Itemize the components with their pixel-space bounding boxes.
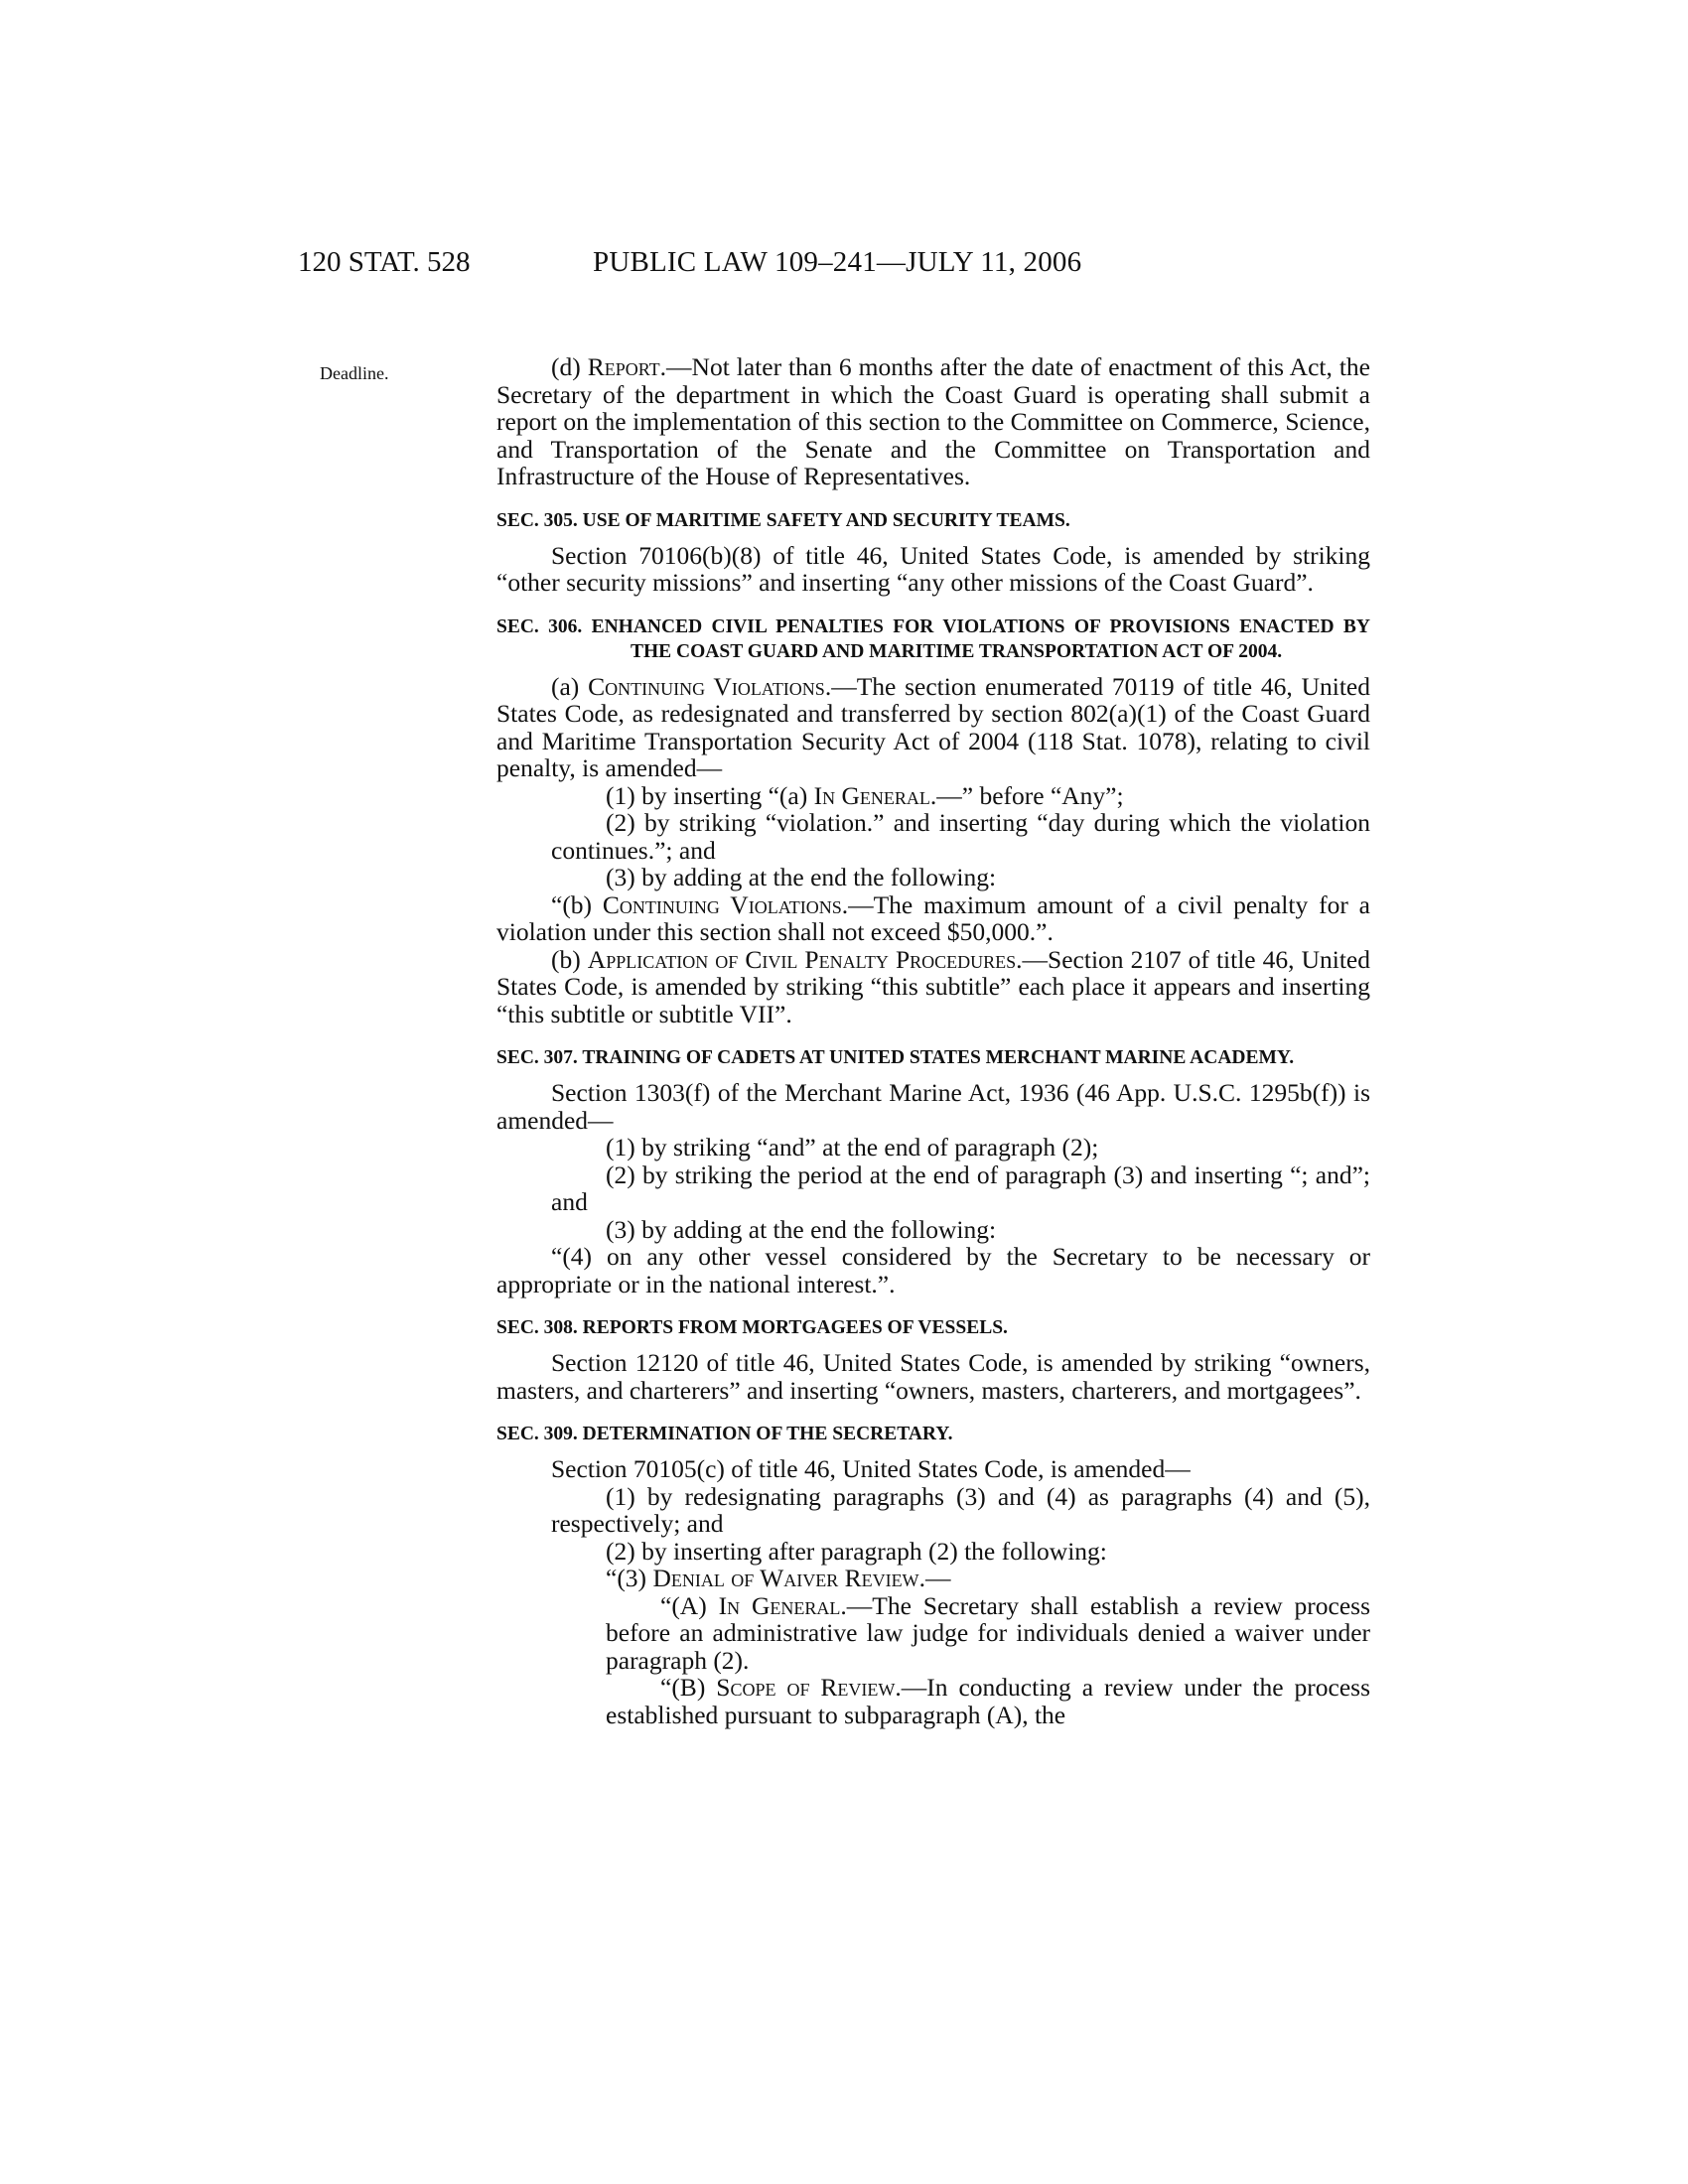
sec-307-quoted-4: “(4) on any other vessel considered by the Secretary to be necessary or appropriate or in the national interest.”. — [496, 1242, 1370, 1298]
sec-308-heading: SEC. 308. REPORTS FROM MORTGAGEES OF VESSELS. — [496, 1317, 1008, 1338]
sec-307-heading: SEC. 307. TRAINING OF CADETS AT UNITED STATES MERCHANT MARINE ACADEMY. — [496, 1047, 1295, 1068]
sec-307-paragraph-1: (1) by striking “and” at the end of paragraph (2); — [606, 1133, 1099, 1161]
sec-307-paragraph-3: (3) by adding at the end the following: — [606, 1214, 997, 1244]
subsection-d-report — [496, 353, 1370, 490]
sec-306-p1-smallcaps: In General — [813, 780, 930, 810]
document-body — [496, 353, 1370, 1728]
sec-309-qa-heading: In General — [718, 1590, 841, 1620]
sec-306-a-text: .—The section enumerated 70119 of title 46, United States Code, as redesignated and transferred by section 802(a)(1) of the Coast Guard and Maritime Transportation Security Act of 2004 (118 Stat. 1078), relating to civil penalty, is amended— — [496, 671, 1370, 782]
sec-309-qa-lead: “(A) — [660, 1590, 719, 1620]
sec-309-q3-lead: “(3) — [606, 1564, 653, 1592]
sec-306-b-heading: Application of Civil Penalty Procedures — [587, 944, 1017, 974]
sec-309-intro: Section 70105(c) of title 46, United States Code, is amended— — [551, 1454, 1191, 1483]
subsection-d-lead: (d) — [551, 352, 588, 381]
sec-305-text: Section 70106(b)(8) of title 46, United States Code, is amended by striking “other security missions” and inserting “any other missions of the Coast Guard”. — [496, 540, 1370, 597]
sec-309-qa-text: .—The Secretary shall establish a review process before an administrative law judge for individuals denied a waiver under paragraph (2). — [606, 1590, 1370, 1675]
sec-308-text: Section 12120 of title 46, United States Code, is amended by striking “owners, masters, and charterers” and inserting “owners, masters, charterers, and mortgagees”. — [496, 1348, 1370, 1405]
sec-309-q3-post: .— — [918, 1564, 951, 1592]
sec-309-qb-lead: “(B) — [660, 1673, 717, 1702]
sec-309-heading: SEC. 309. DETERMINATION OF THE SECRETARY. — [496, 1424, 953, 1444]
subsection-d-text: .—Not later than 6 months after the date of enactment of this Act, the Secretary of the department in which the Coast Guard is operating shall submit a report on the implementation of this section to the Committee on Commerce, Science, and Transportation of the Senate and the Committee on Transportation and Infrastructure of the House of Representatives. — [496, 352, 1370, 490]
sec-309-q3-heading: Denial of Waiver Review — [652, 1564, 919, 1592]
sec-306-b-text: .—Section 2107 of title 46, United States Code, is amended by striking “this subtitle” each place it appears and inserting “this subtitle or subtitle VII”. — [496, 944, 1371, 1028]
margin-note-deadline: Deadline. — [320, 363, 389, 383]
sec-306-a-heading: Continuing Violations — [588, 671, 825, 701]
sec-306-qb-heading: Continuing Violations — [602, 889, 842, 919]
sec-306-p1-post: .—” before “Any”; — [929, 780, 1124, 810]
sec-309-paragraph-2: (2) by inserting after paragraph (2) the following: — [606, 1536, 1107, 1566]
sec-306-quoted-b — [496, 891, 1370, 946]
subsection-d-heading: Report — [587, 352, 660, 381]
sec-309-qb-text: .—In conducting a review under the process established pursuant to subparagraph (A), the — [606, 1673, 1371, 1729]
sec-306-qb-text: .—The maximum amount of a civil penalty for a violation under this section shall not exceed $50,000.”. — [496, 889, 1370, 946]
sec-306-p1-pre: (1) by inserting “(a) — [606, 780, 814, 810]
sec-306-subsection-b — [496, 946, 1370, 1028]
sec-309-paragraph-1: (1) by redesignating paragraphs (3) and (4) as paragraphs (4) and (5), respectively; and — [551, 1481, 1370, 1538]
sec-306-paragraph-1 — [496, 782, 1370, 810]
sec-306-b-lead: (b) — [551, 944, 588, 974]
sec-306-subsection-a — [496, 673, 1370, 782]
sec-309-quoted-b — [496, 1674, 1370, 1728]
sec-306-a-lead: (a) — [551, 671, 589, 701]
stat-page-number: 120 STAT. 528 — [298, 246, 471, 278]
sec-305-heading: SEC. 305. USE OF MARITIME SAFETY AND SECURITY TEAMS. — [496, 509, 1070, 531]
sec-306-paragraph-2: (2) by striking “violation.” and inserting “day during which the violation continues.”; and — [551, 808, 1370, 865]
sec-306-paragraph-3: (3) by adding at the end the following: — [606, 863, 997, 891]
sec-306-heading: SEC. 306. ENHANCED CIVIL PENALTIES FOR VIOLATIONS OF PROVISIONS ENACTED BY THE COAST GUARD AND MARITIME TRANSPORTATION ACT OF 2004. — [496, 615, 1370, 662]
sec-309-quoted-3 — [496, 1565, 1370, 1592]
sec-307-paragraph-2: (2) by striking the period at the end of paragraph (3) and inserting “; and”; and — [551, 1160, 1370, 1216]
sec-309-quoted-a — [496, 1592, 1370, 1675]
sec-309-qb-heading: Scope of Review — [716, 1673, 896, 1702]
public-law-title: PUBLIC LAW 109–241—JULY 11, 2006 — [593, 246, 1082, 278]
sec-306-qb-lead: “(b) — [551, 889, 603, 919]
running-header — [298, 246, 1370, 286]
sec-307-intro: Section 1303(f) of the Merchant Marine Act, 1936 (46 App. U.S.C. 1295b(f)) is amended— — [496, 1078, 1370, 1135]
